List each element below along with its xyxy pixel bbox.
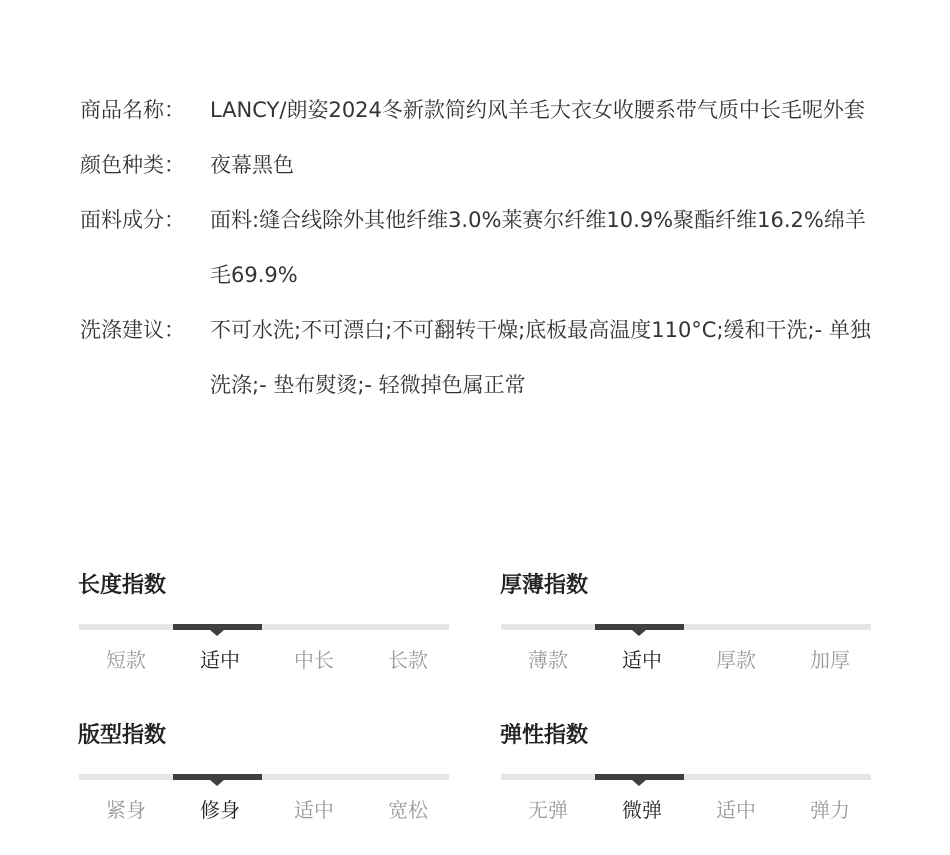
fit-option: 紧身 [106, 798, 146, 822]
elasticity-option: 适中 [716, 798, 756, 822]
care-row [80, 303, 880, 413]
thickness-metric-bar [501, 624, 871, 630]
color-label: 颜色种类： [80, 153, 185, 177]
product-name-label: 商品名称： [80, 98, 185, 122]
elasticity-metric-bar [501, 774, 871, 780]
length-metric-bar [79, 624, 449, 630]
length-option: 长款 [388, 648, 428, 672]
thickness-metric-indicator [595, 624, 684, 630]
length-metric-indicator [173, 624, 262, 630]
elasticity-metric-title: 弹性指数 [500, 723, 589, 748]
product-name-value: LANCY/朗姿2024冬新款简约风羊毛大衣女收腰系带气质中长毛呢外套 [210, 98, 865, 122]
length-metric-options [79, 646, 455, 674]
elasticity-metric-options [501, 796, 877, 824]
elasticity-metric-indicator [595, 774, 684, 780]
length-option: 短款 [106, 648, 146, 672]
fit-metric [78, 718, 450, 824]
product-info [80, 83, 880, 413]
length-metric-title: 长度指数 [78, 573, 167, 598]
fit-metric-indicator [173, 774, 262, 780]
fabric-row [80, 193, 880, 303]
fit-metric-options [79, 796, 455, 824]
fit-option: 宽松 [388, 798, 428, 822]
fabric-value: 面料:缝合线除外其他纤维3.0%莱赛尔纤维10.9%聚酯纤维16.2%绵羊毛69.9% [210, 208, 866, 287]
thickness-option: 薄款 [528, 648, 568, 672]
thickness-option: 加厚 [810, 648, 850, 672]
care-label: 洗涤建议： [80, 318, 185, 342]
care-value: 不可水洗;不可漂白;不可翻转干燥;底板最高温度110°C;缓和干洗;- 单独洗涤;- 垫布熨烫;- 轻微掉色属正常 [210, 318, 871, 397]
fit-metric-bar [79, 774, 449, 780]
thickness-metric [500, 568, 872, 674]
product-name-row [80, 83, 880, 138]
fit-option: 修身 [200, 798, 240, 822]
elasticity-metric [500, 718, 872, 824]
elasticity-option: 弹力 [810, 798, 850, 822]
fit-option: 适中 [294, 798, 334, 822]
color-row [80, 138, 880, 193]
color-value: 夜幕黑色 [210, 153, 294, 177]
thickness-metric-options [501, 646, 877, 674]
length-metric [78, 568, 450, 674]
fabric-label: 面料成分： [80, 208, 185, 232]
thickness-option: 厚款 [716, 648, 756, 672]
elasticity-option: 微弹 [622, 798, 662, 822]
thickness-metric-title: 厚薄指数 [500, 573, 589, 598]
length-option: 适中 [200, 648, 240, 672]
elasticity-option: 无弹 [528, 798, 568, 822]
thickness-option: 适中 [622, 648, 662, 672]
fit-metric-title: 版型指数 [78, 723, 167, 748]
size-metrics [78, 568, 878, 838]
length-option: 中长 [294, 648, 334, 672]
